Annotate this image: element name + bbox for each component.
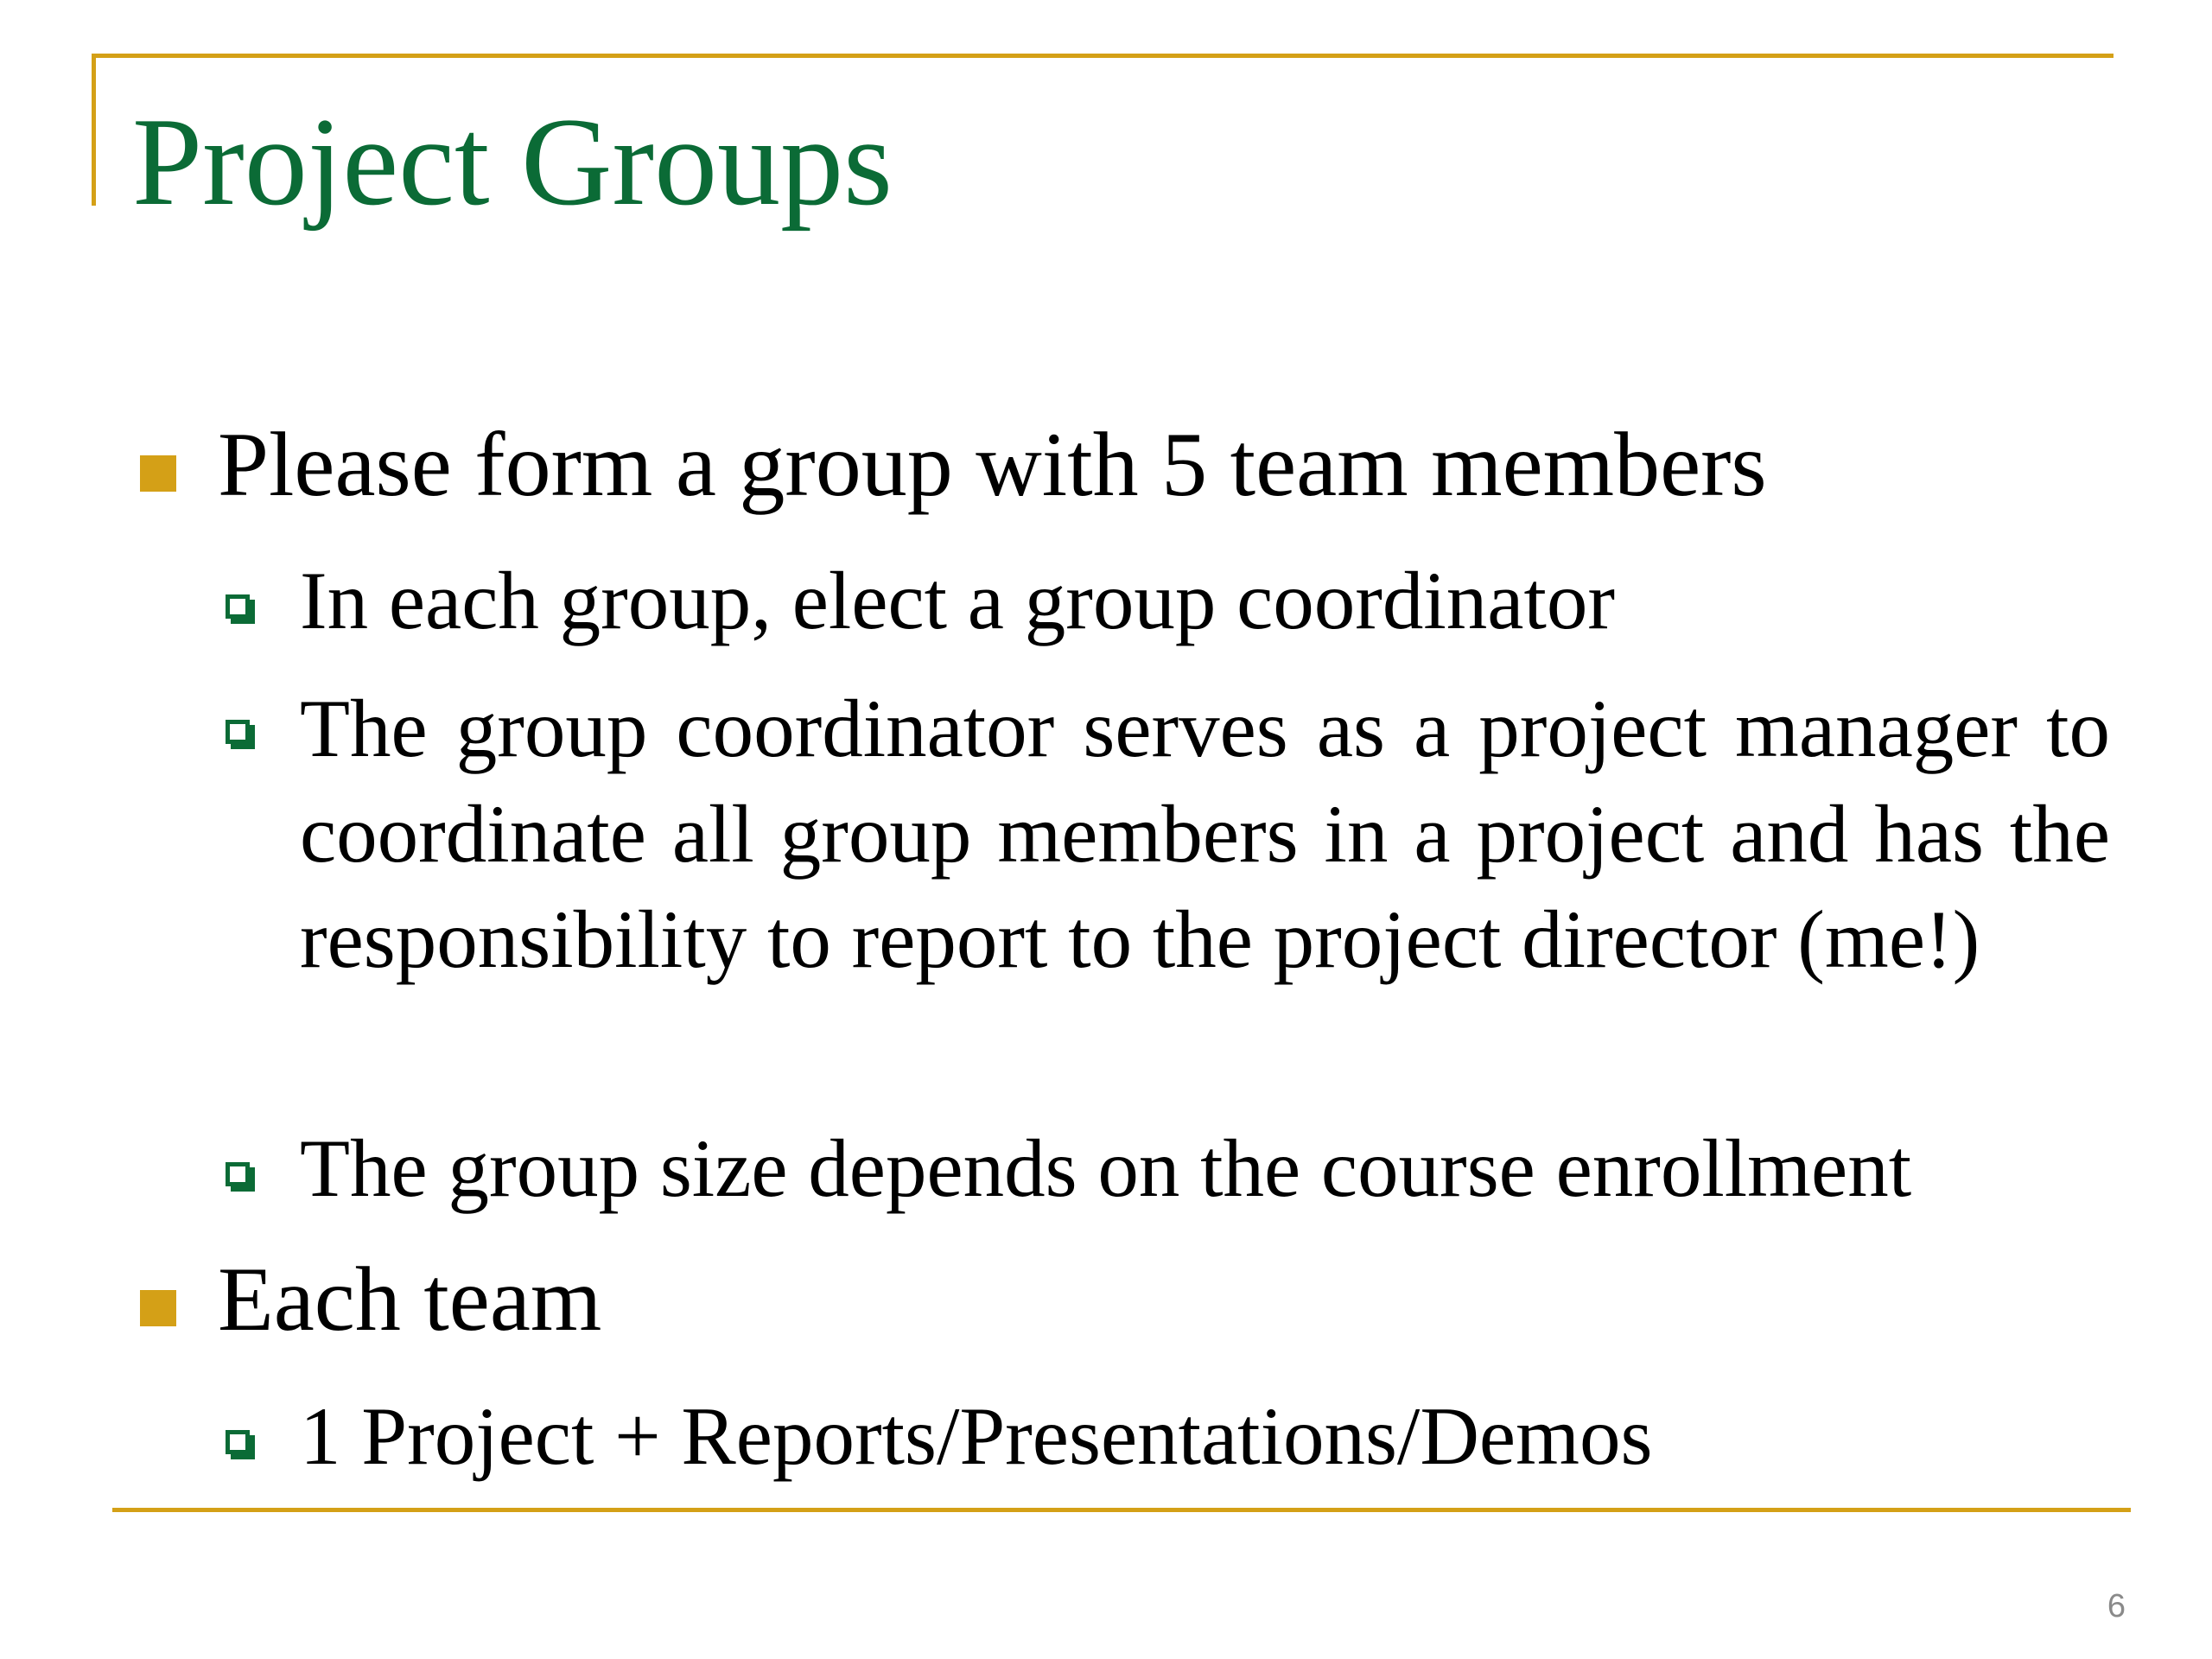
bottom-rule [112, 1508, 2131, 1512]
gold-square-bullet-icon [140, 1290, 176, 1326]
sub-bullet-text: The group size depends on the course enrollment [300, 1122, 1912, 1214]
hollow-square-bullet-icon [226, 594, 250, 619]
sub-bullet-text: In each group, elect a group coordinator [300, 555, 1615, 646]
gold-square-bullet-icon [140, 455, 176, 492]
hollow-square-bullet-icon [226, 1162, 250, 1186]
page-number: 6 [2107, 1588, 2126, 1624]
sub-bullet-text: 1 Project + Reports/Presentations/Demos [300, 1390, 1653, 1482]
sub-bullet-text: The group coordinator serves as a project manager to coordinate all group members in a project and has the responsibility to report to the project director (me!) [300, 683, 2110, 985]
bullet-text: Each team [218, 1249, 602, 1350]
hollow-square-bullet-icon [226, 1430, 250, 1454]
slide-title: Project Groups [132, 92, 893, 232]
bullet-text: Please form a group with 5 team members [218, 414, 1767, 515]
hollow-square-bullet-icon [226, 720, 250, 744]
